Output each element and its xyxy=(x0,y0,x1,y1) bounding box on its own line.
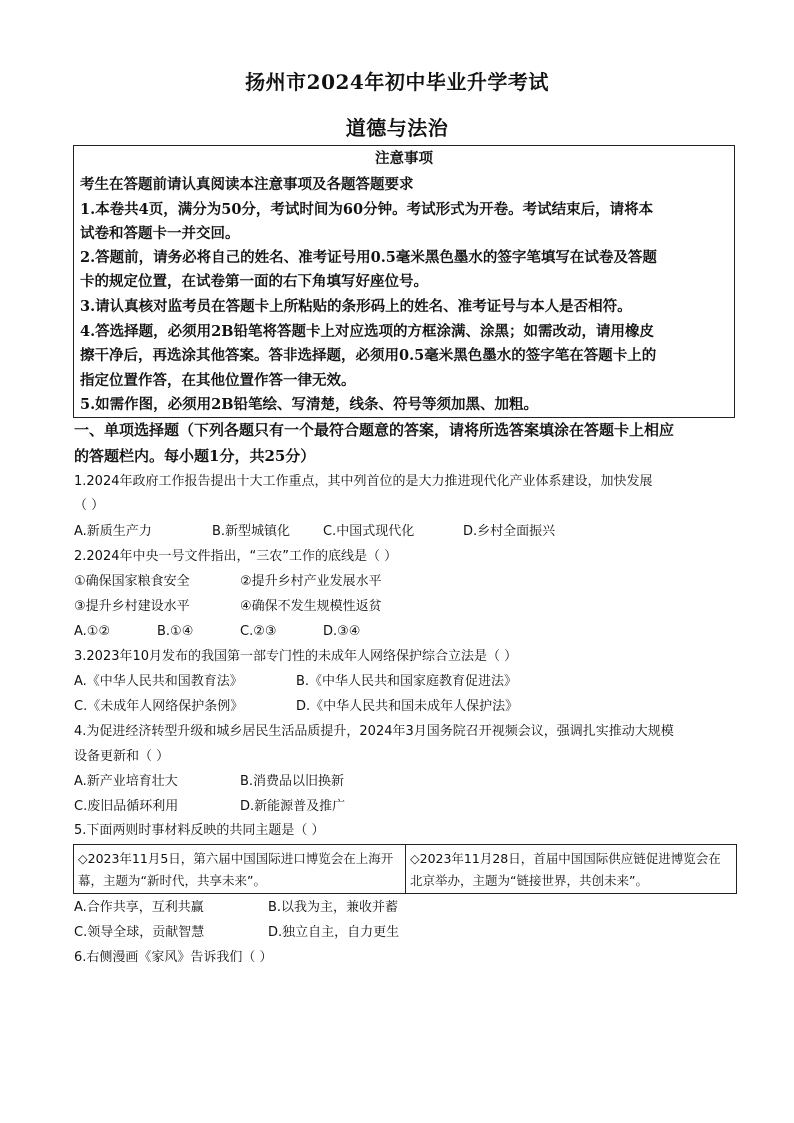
notice-line: 试卷和答题卡一并交回。 xyxy=(80,225,240,242)
notice-line: 卡的规定位置，在试卷第一面的右下角填写好座位号。 xyxy=(80,273,428,290)
notice-line: 1.本卷共4页，满分为50分，考试时间为60分钟。考试形式为开卷。考试结束后，请将本 xyxy=(80,201,654,218)
question-4-stem: 4.为促进经济转型升级和城乡居民生活品质提升，2024年3月国务院召开视频会议，强调扎实推动大规模 xyxy=(74,724,674,739)
q5-option-d: D.独立自主，自力更生 xyxy=(268,925,400,940)
q4-option-c: C.废旧品循环利用 xyxy=(74,799,179,814)
q4-option-d: D.新能源普及推广 xyxy=(240,799,346,814)
question-2-stem: 2.2024年中央一号文件指出，“三农”工作的底线是（ ） xyxy=(74,549,398,564)
q1-option-b: B.新型城镇化 xyxy=(212,524,291,539)
notice-box xyxy=(73,145,735,418)
question-1-blank: （ ） xyxy=(74,498,105,513)
q2-item-1: ①确保国家粮食安全 xyxy=(74,574,190,589)
q2-option-d: D.③④ xyxy=(323,624,361,639)
section-heading-cont: 的答题栏内。每小题1分，共25分） xyxy=(74,447,316,465)
q4-option-a: A.新产业培育壮大 xyxy=(74,774,178,789)
q2-item-2: ②提升乡村产业发展水平 xyxy=(240,574,382,589)
q1-option-a: A.新质生产力 xyxy=(74,524,152,539)
notice-line: 2.答题前，请务必将自己的姓名、准考证号用0.5毫米黑色墨水的签字笔填写在试卷及答题 xyxy=(80,249,657,266)
exam-title: 扬州市2024年初中毕业升学考试 xyxy=(245,70,549,94)
notice-line: 3.请认真核对监考员在答题卡上所粘贴的条形码上的姓名、准考证号与本人是否相符。 xyxy=(80,298,632,315)
q1-option-c: C.中国式现代化 xyxy=(323,524,415,539)
table-divider xyxy=(405,845,406,893)
q3-option-c: C.《未成年人网络保护条例》 xyxy=(74,699,244,714)
q3-option-d: D.《中华人民共和国未成年人保护法》 xyxy=(296,699,519,714)
q5-option-a: A.合作共享，互利共赢 xyxy=(74,900,204,915)
q2-option-b: B.①④ xyxy=(157,624,194,639)
material-1: ◇2023年11月5日，第六届中国国际进口博览会在上海开幕，主题为“新时代，共享未来”。 xyxy=(78,851,394,888)
q2-item-4: ④确保不发生规模性返贫 xyxy=(240,599,382,614)
q2-item-3: ③提升乡村建设水平 xyxy=(74,599,190,614)
notice-line: 4.答选择题，必须用2B铅笔将答题卡上对应选项的方框涂满、涂黑；如需改动，请用橡皮 xyxy=(80,323,654,340)
notice-line: 擦干净后，再选涂其他答案。答非选择题，必须用0.5毫米黑色墨水的签字笔在答题卡上的 xyxy=(80,347,657,364)
material-2: ◇2023年11月28日，首届中国国际供应链促进博览会在北京举办，主题为“链接世界，共创未来”。 xyxy=(410,851,721,888)
q3-option-a: A.《中华人民共和国教育法》 xyxy=(74,674,243,689)
q2-option-c: C.②③ xyxy=(240,624,277,639)
question-6-stem: 6.右侧漫画《家风》告诉我们（ ） xyxy=(74,950,273,965)
question-5-stem: 5.下面两则时事材料反映的共同主题是（ ） xyxy=(74,823,325,838)
q4-option-b: B.消费品以旧换新 xyxy=(240,774,345,789)
section-heading: 一、单项选择题（下列各题只有一个最符合题意的答案，请将所选答案填涂在答题卡上相应 xyxy=(74,421,675,439)
materials-table xyxy=(73,844,737,894)
q5-option-c: C.领导全球，贡献智慧 xyxy=(74,925,205,940)
exam-subject: 道德与法治 xyxy=(345,116,449,140)
question-1-stem: 1.2024年政府工作报告提出十大工作重点，其中列首位的是大力推进现代化产业体系建设，加快发展 xyxy=(74,474,653,489)
q5-option-b: B.以我为主，兼收并蓄 xyxy=(268,900,399,915)
q2-option-a: A.①② xyxy=(74,624,111,639)
question-3-stem: 3.2023年10月发布的我国第一部专门性的未成年人网络保护综合立法是（ ） xyxy=(74,649,518,664)
q3-option-b: B.《中华人民共和国家庭教育促进法》 xyxy=(296,674,518,689)
notice-line: 5.如需作图，必须用2B铅笔绘、写清楚，线条、符号等须加黑、加粗。 xyxy=(80,396,538,413)
question-4-stem-cont: 设备更新和（ ） xyxy=(74,749,170,764)
notice-heading: 注意事项 xyxy=(375,150,433,167)
notice-line: 考生在答题前请认真阅读本注意事项及各题答题要求 xyxy=(80,176,414,193)
notice-line: 指定位置作答，在其他位置作答一律无效。 xyxy=(80,372,356,389)
q1-option-d: D.乡村全面振兴 xyxy=(463,524,556,539)
